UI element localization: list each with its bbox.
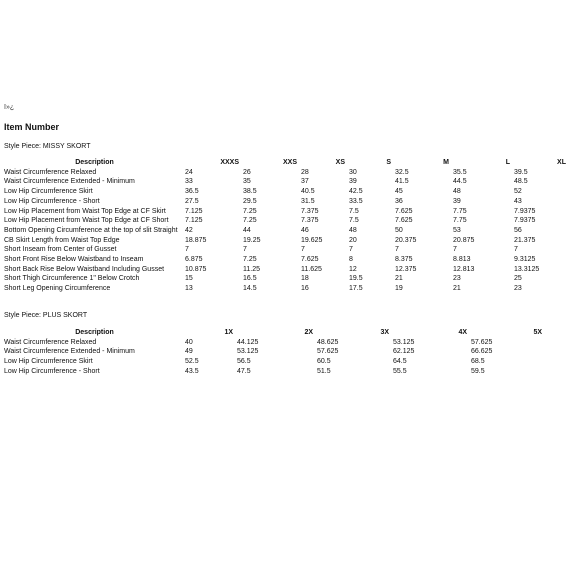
table-row bbox=[4, 245, 570, 255]
measurement-cell: 48 bbox=[453, 188, 461, 196]
measurement-cell: 25 bbox=[514, 275, 522, 283]
measurement-cell: 7.375 bbox=[301, 217, 319, 225]
size-header: XXS bbox=[282, 159, 297, 166]
measurement-cell: 18.875 bbox=[185, 236, 207, 244]
row-label: Short Back Rise Below Waistband Including Gusset bbox=[4, 265, 165, 273]
measurement-cell: 38.5 bbox=[243, 188, 257, 196]
measurement-cell: 16.5 bbox=[243, 275, 257, 283]
measurement-cell: 55.5 bbox=[393, 367, 407, 375]
measurement-cell: 53.125 bbox=[237, 348, 259, 356]
measurement-cell: 48 bbox=[349, 226, 357, 234]
row-label: Waist Circumference Extended - Minimum bbox=[4, 348, 135, 356]
measurement-cell: 41.5 bbox=[395, 178, 409, 186]
measurement-cell: 44 bbox=[243, 226, 251, 234]
size-header: L bbox=[505, 159, 510, 166]
size-header: 3X bbox=[380, 329, 389, 336]
table-row bbox=[4, 168, 570, 178]
table-row bbox=[4, 197, 570, 207]
size-header: XS bbox=[335, 159, 345, 166]
size-header: 5X bbox=[533, 329, 542, 336]
measurement-cell: 50 bbox=[395, 226, 403, 234]
measurement-cell: 45 bbox=[395, 188, 403, 196]
row-label: Waist Circumference Relaxed bbox=[4, 338, 97, 346]
row-label: Low Hip Circumference Skirt bbox=[4, 188, 93, 196]
measurement-cell: 40.5 bbox=[301, 188, 315, 196]
measurement-cell: 15 bbox=[185, 275, 193, 283]
measurement-cell: 17.5 bbox=[349, 285, 363, 293]
size-header: 4X bbox=[458, 329, 467, 336]
measurement-cell: 44.5 bbox=[453, 178, 467, 186]
size-header: XL bbox=[557, 159, 566, 166]
measurement-cell: 62.125 bbox=[393, 348, 415, 356]
row-label: Low Hip Placement from Waist Top Edge at CF Skirt bbox=[4, 207, 166, 215]
measurement-cell: 7 bbox=[514, 246, 518, 254]
measurement-cell: 36 bbox=[395, 197, 403, 205]
table-row bbox=[4, 187, 570, 197]
measurement-cell: 21.375 bbox=[514, 236, 536, 244]
table-row bbox=[4, 216, 570, 226]
table-row bbox=[4, 236, 570, 246]
measurement-cell: 29.5 bbox=[243, 197, 257, 205]
measurement-cell: 56 bbox=[514, 226, 522, 234]
row-label: Low Hip Circumference - Short bbox=[4, 367, 100, 375]
measurement-cell: 59.5 bbox=[471, 367, 485, 375]
measurement-cell: 51.5 bbox=[317, 367, 331, 375]
table-row bbox=[4, 284, 570, 294]
measurement-cell: 53 bbox=[453, 226, 461, 234]
measurement-cell: 10.875 bbox=[185, 265, 207, 273]
measurement-cell: 52 bbox=[514, 188, 522, 196]
measurement-cell: 57.625 bbox=[317, 348, 339, 356]
measurement-cell: 19.5 bbox=[349, 275, 363, 283]
row-label: CB Skirt Length from Waist Top Edge bbox=[4, 236, 120, 244]
measurement-cell: 12 bbox=[349, 265, 357, 273]
measurement-cell: 11.25 bbox=[243, 265, 260, 273]
measurement-cell: 7 bbox=[395, 246, 399, 254]
measurement-cell: 43 bbox=[514, 197, 522, 205]
plus-style-label: Style Piece: PLUS SKORT bbox=[4, 312, 88, 319]
size-header: 1X bbox=[224, 329, 233, 336]
measurement-cell: 7 bbox=[453, 246, 457, 254]
measurement-cell: 42.5 bbox=[349, 188, 363, 196]
measurement-cell: 24 bbox=[185, 168, 193, 176]
table-row bbox=[4, 357, 546, 367]
measurement-cell: 21 bbox=[453, 285, 461, 293]
measurement-cell: 7.125 bbox=[185, 207, 203, 215]
measurement-cell: 47.5 bbox=[237, 367, 251, 375]
measurement-cell: 44.125 bbox=[237, 338, 259, 346]
measurement-cell: 42 bbox=[185, 226, 193, 234]
measurement-cell: 32.5 bbox=[395, 168, 409, 176]
measurement-cell: 40 bbox=[185, 338, 193, 346]
table-row bbox=[4, 347, 546, 357]
measurement-cell: 7.25 bbox=[243, 207, 257, 215]
measurement-cell: 35.5 bbox=[453, 168, 467, 176]
table-row bbox=[4, 274, 570, 284]
measurement-cell: 7.125 bbox=[185, 217, 203, 225]
measurement-cell: 7 bbox=[243, 246, 247, 254]
measurement-cell: 7.375 bbox=[301, 207, 319, 215]
measurement-cell: 8 bbox=[349, 256, 353, 264]
measurement-cell: 28 bbox=[301, 168, 309, 176]
measurement-cell: 7.25 bbox=[243, 256, 257, 264]
table-row bbox=[4, 265, 570, 275]
measurement-cell: 39 bbox=[453, 197, 461, 205]
row-label: Bottom Opening Circumference at the top of slit Straight bbox=[4, 226, 178, 234]
missy-size-table bbox=[4, 158, 570, 294]
measurement-cell: 48.625 bbox=[317, 338, 339, 346]
measurement-cell: 66.625 bbox=[471, 348, 493, 356]
measurement-cell: 7.625 bbox=[301, 256, 319, 264]
measurement-cell: 26 bbox=[243, 168, 251, 176]
row-label: Low Hip Circumference Skirt bbox=[4, 358, 93, 366]
measurement-cell: 7.75 bbox=[453, 207, 467, 215]
document-viewport bbox=[0, 98, 580, 380]
measurement-cell: 27.5 bbox=[185, 197, 199, 205]
size-header: 2X bbox=[304, 329, 313, 336]
measurement-cell: 8.813 bbox=[453, 256, 471, 264]
row-label: Low Hip Circumference - Short bbox=[4, 197, 100, 205]
row-label: Waist Circumference Extended - Minimum bbox=[4, 178, 135, 186]
measurement-cell: 33 bbox=[185, 178, 193, 186]
measurement-cell: 13 bbox=[185, 285, 193, 293]
measurement-cell: 52.5 bbox=[185, 358, 199, 366]
measurement-cell: 31.5 bbox=[301, 197, 315, 205]
measurement-cell: 60.5 bbox=[317, 358, 331, 366]
row-label: Short Thigh Circumference 1" Below Crotch bbox=[4, 275, 140, 283]
measurement-cell: 19.25 bbox=[243, 236, 261, 244]
table-row bbox=[4, 207, 570, 217]
measurement-cell: 43.5 bbox=[185, 367, 199, 375]
measurement-cell: 39.5 bbox=[514, 168, 528, 176]
measurement-cell: 23 bbox=[514, 285, 522, 293]
size-header: S bbox=[386, 159, 391, 166]
measurement-cell: 48.5 bbox=[514, 178, 528, 186]
description-header: Description bbox=[75, 329, 114, 336]
table-header-row bbox=[4, 158, 570, 168]
table-row bbox=[4, 255, 570, 265]
measurement-cell: 7.625 bbox=[395, 207, 413, 215]
measurement-cell: 68.5 bbox=[471, 358, 485, 366]
measurement-cell: 7.625 bbox=[395, 217, 413, 225]
size-header: M bbox=[443, 159, 449, 166]
measurement-cell: 13.3125 bbox=[514, 265, 540, 273]
table-header-row bbox=[4, 328, 546, 338]
measurement-cell: 9.3125 bbox=[514, 256, 536, 264]
measurement-cell: 30 bbox=[349, 168, 357, 176]
description-header: Description bbox=[75, 159, 114, 166]
measurement-cell: 53.125 bbox=[393, 338, 415, 346]
measurement-cell: 37 bbox=[301, 178, 309, 186]
missy-style-label: Style Piece: MISSY SKORT bbox=[4, 143, 91, 150]
measurement-cell: 7 bbox=[301, 246, 305, 254]
measurement-cell: 6.875 bbox=[185, 256, 203, 264]
row-label: Low Hip Placement from Waist Top Edge at CF Short bbox=[4, 217, 169, 225]
table-row bbox=[4, 177, 570, 187]
measurement-cell: 8.375 bbox=[395, 256, 413, 264]
measurement-cell: 20 bbox=[349, 236, 357, 244]
measurement-cell: 64.5 bbox=[393, 358, 407, 366]
measurement-cell: 46 bbox=[301, 226, 309, 234]
measurement-cell: 33.5 bbox=[349, 197, 363, 205]
row-label: Waist Circumference Relaxed bbox=[4, 168, 97, 176]
measurement-cell: 56.5 bbox=[237, 358, 251, 366]
measurement-cell: 7 bbox=[349, 246, 353, 254]
item-number-heading: Item Number bbox=[4, 122, 60, 132]
measurement-cell: 36.5 bbox=[185, 188, 199, 196]
measurement-cell: 14.5 bbox=[243, 285, 257, 293]
measurement-cell: 7.5 bbox=[349, 207, 359, 215]
measurement-cell: 35 bbox=[243, 178, 251, 186]
row-label: Short Front Rise Below Waistband to Inseam bbox=[4, 256, 144, 264]
row-label: Short Leg Opening Circumference bbox=[4, 285, 111, 293]
measurement-cell: 18 bbox=[301, 275, 309, 283]
measurement-cell: 19 bbox=[395, 285, 403, 293]
measurement-cell: 23 bbox=[453, 275, 461, 283]
measurement-cell: 7.25 bbox=[243, 217, 257, 225]
measurement-cell: 7.75 bbox=[453, 217, 467, 225]
encoding-artifact: ï»¿ bbox=[4, 104, 15, 111]
measurement-cell: 20.875 bbox=[453, 236, 475, 244]
measurement-cell: 20.375 bbox=[395, 236, 417, 244]
table-row bbox=[4, 367, 546, 377]
measurement-cell: 7.9375 bbox=[514, 217, 536, 225]
measurement-cell: 16 bbox=[301, 285, 309, 293]
measurement-cell: 57.625 bbox=[471, 338, 493, 346]
measurement-cell: 12.375 bbox=[395, 265, 417, 273]
measurement-cell: 12.813 bbox=[453, 265, 475, 273]
measurement-cell: 11.625 bbox=[301, 265, 322, 273]
plus-size-table bbox=[4, 328, 546, 377]
size-header: XXXS bbox=[220, 159, 239, 166]
measurement-cell: 49 bbox=[185, 348, 193, 356]
measurement-cell: 21 bbox=[395, 275, 403, 283]
table-row bbox=[4, 338, 546, 348]
table-row bbox=[4, 226, 570, 236]
measurement-cell: 7.9375 bbox=[514, 207, 536, 215]
measurement-cell: 7.5 bbox=[349, 217, 359, 225]
measurement-cell: 39 bbox=[349, 178, 357, 186]
measurement-cell: 7 bbox=[185, 246, 189, 254]
row-label: Short Inseam from Center of Gusset bbox=[4, 246, 117, 254]
measurement-cell: 19.625 bbox=[301, 236, 323, 244]
